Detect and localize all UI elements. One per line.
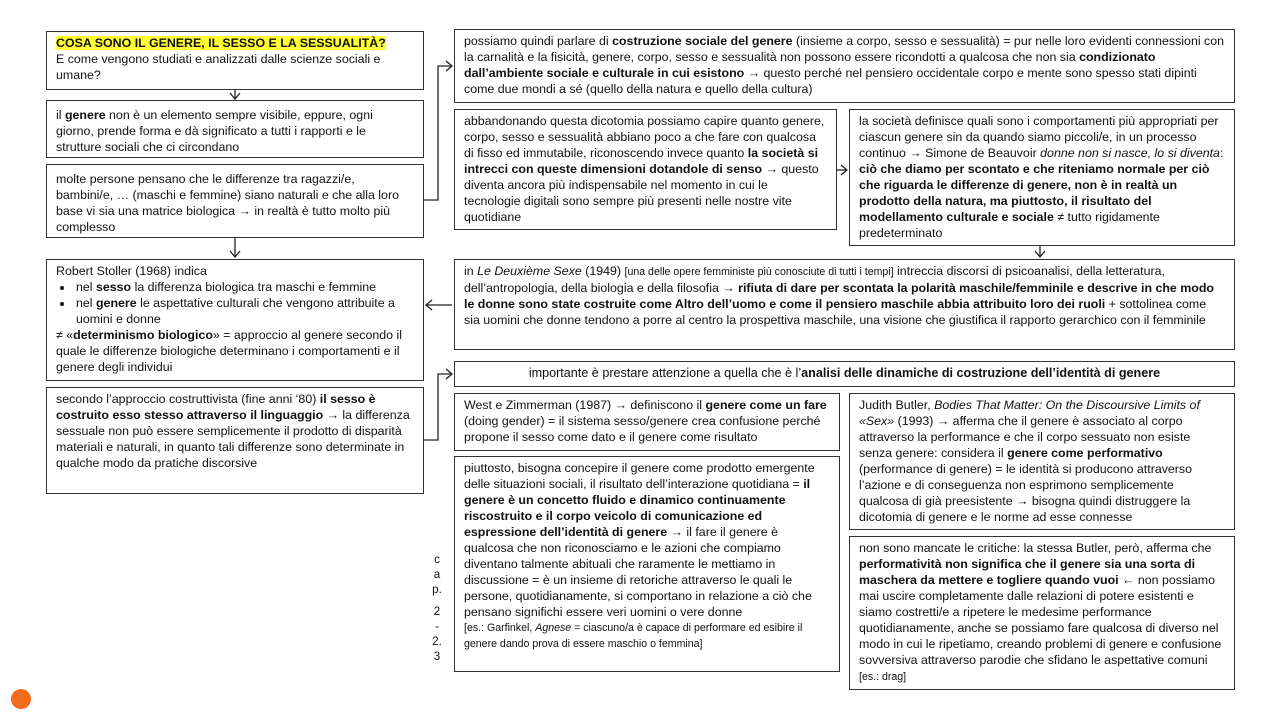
- text-run: genere: [64, 108, 106, 122]
- text-run: la società si intrecci con queste dimensioni dotandole di senso: [464, 146, 822, 176]
- box-note-garfinkel: [464, 620, 830, 651]
- text-run: [es.: Garfinkel,: [464, 622, 536, 634]
- box-text: [859, 113, 1225, 241]
- box-text: [56, 35, 414, 83]
- text-run: piuttosto, bisogna concepire il genere come prodotto emergente delle situazioni sociali, il risultato dell’interazione quotidiana =: [464, 461, 819, 491]
- text-run: determinismo biologico: [73, 328, 213, 342]
- arrowhead-b3-b6: [446, 61, 452, 71]
- box-dicotomia: [454, 109, 837, 230]
- text-run: rifiuta di dare per scontata la polarità maschile/femminile e descrive in che modo le donne sono state costruite come Altro dell’uomo e come il pensiero maschile abbia attribuito loro dei ruoli: [464, 281, 1218, 311]
- text-run: nel: [76, 280, 96, 294]
- text-run: West e Zimmerman (1987) → definiscono il: [464, 398, 706, 412]
- text-run: il genere è un concetto fluido e dinamico continuamente riscostruito e il corpo veicolo di comunicazione ed espressione dell’identità di genere: [464, 477, 814, 539]
- box-text: [56, 391, 414, 471]
- text-run: E come vengono studiati e analizzati dalle scienze sociali e umane?: [56, 52, 381, 82]
- text-run: possiamo quindi parlare di: [464, 34, 613, 48]
- text-run: molte persone pensano che le differenze tra ragazzi/e, bambini/e, … (maschi e femmine) siano naturali e che alla loro base vi sia una matrice biologica → in realtà è tutto molto più complesso: [56, 172, 403, 234]
- text-run: [es.: drag]: [859, 671, 907, 683]
- box-genere-prodotto: [454, 456, 840, 672]
- chapter-ref-char: p.: [432, 583, 442, 597]
- text-run: Bodies That Matter: On the Discoursive Limits of «Sex»: [859, 398, 1204, 428]
- text-run: condizionato dall’ambiente sociale e culturale in cui esistono: [464, 50, 1159, 80]
- box-text: [464, 460, 830, 620]
- box-critiche: [849, 536, 1235, 690]
- stoller-bullets: [56, 279, 414, 327]
- text-run: Le Deuxième Sexe: [477, 264, 582, 278]
- text-run: ≠ «: [56, 328, 74, 342]
- text-run: (insieme a corpo, sesso e sessualità) = pur nelle loro evidenti connessioni con la carnalità e la fisicità, genere, corpo, sesso e sessualità non possono essere ricondotti a qualcosa che non sia: [464, 34, 1228, 64]
- arrowhead-b1-b2: [230, 93, 240, 99]
- stoller-intro: [56, 263, 414, 279]
- text-run: :: [1219, 146, 1227, 160]
- box-differenze-naturali: [46, 164, 424, 238]
- text-run: → questo perché nel pensiero occidentale corpo e mente sono spesso stati dipinti come due mondi a sé (quello della natura e quello della cultura): [464, 66, 1201, 96]
- arrow-b3-b6: [424, 66, 452, 200]
- text-run: → la differenza sessuale non può essere semplicemente il prodotto di disparità materiali e naturali, in quanto tali differenze sono determinate in qualche modo da pratiche discorsive: [56, 408, 414, 470]
- arrowhead-b7-b8: [841, 165, 847, 175]
- text-run: intreccia discorsi di psicoanalisi, della letteratura, dell’antropologia, della biologia e della filosofia →: [464, 264, 1169, 295]
- text-run: ≠ tutto rigidamente predeterminato: [859, 210, 1164, 240]
- text-run: il: [56, 108, 65, 122]
- chapter-ref-char: a: [433, 568, 441, 582]
- box-text: [859, 397, 1225, 525]
- chapter-reference: [430, 552, 444, 664]
- arrow-b5-b13: [424, 374, 452, 440]
- box-stoller: [46, 259, 424, 381]
- box-text: [464, 113, 827, 225]
- text-run: la società definisce quali sono i comportamenti più appropriati per ciascun genere sin da quando siamo piccoli/e, in un processo continuo → Simone de Beauvoir: [859, 114, 1222, 160]
- text-run: performatività non significa che il genere sia una sorta di maschera da mettere e togliere quando vuoi: [859, 557, 1199, 587]
- text-run: genere: [95, 296, 137, 310]
- box-beauvoir: [849, 109, 1235, 246]
- text-run: abbandonando questa dicotomia possiamo capire quanto genere, corpo, sesso e sessualità abbiano poco a che fare con qualcosa di fisso ed immutabile, riconoscendo invece quanto: [464, 114, 828, 160]
- box-genere-visibile: [46, 100, 424, 158]
- text-run: il sesso è costruito esso stesso attraverso il linguaggio: [56, 392, 380, 422]
- text-run: » = approccio al genere secondo il quale le differenze biologiche determinano i comportamenti e il genere degli individui: [56, 328, 406, 374]
- box-deuxieme-sexe: [454, 259, 1235, 350]
- text-run: importante è prestare attenzione a quella che è l’: [528, 366, 802, 380]
- box-west-zimmerman: [454, 393, 840, 451]
- text-run: costruzione sociale del genere: [612, 34, 793, 48]
- box-text: [56, 168, 414, 235]
- arrowhead-b8-b9: [1035, 251, 1045, 257]
- text-run: (1949): [581, 264, 625, 278]
- text-run: non è un elemento sempre visibile, eppure, ogni giorno, prende forma e dà significato a tutti i rapporti e le strutture sociali che ci circondano: [56, 108, 377, 154]
- text-run: analisi delle dinamiche di costruzione dell’identità di genere: [801, 366, 1161, 380]
- box-title-question: [46, 31, 424, 90]
- stoller-outro: [56, 327, 414, 375]
- text-run: in: [464, 264, 478, 278]
- arrowhead-b3-b4: [230, 251, 240, 257]
- text-run: ← non possiamo mai uscire completamente dalle relazioni di potere esistenti e siamo costretti/e a ripetere le medesime performance quotidianamente, anche se possiamo fare qualcosa di diverso nel modo in cui le ripetiamo, creando problemi di genere e confusione sovversiva attraverso parodie che sfidano le aspettative comuni: [859, 573, 1225, 667]
- text-run: (doing gender) = il sistema sesso/genere crea confusione perché propone il sesso come dato e il genere come risultato: [464, 398, 831, 444]
- text-run: ciò che diamo per scontato e che riteniamo normale per ciò che riguarda le differenze di genere, non è in realtà un prodotto della natura, ma piuttosto, il risultato del modellamento culturale e sociale: [859, 162, 1213, 224]
- text-run: non sono mancate le critiche: la stessa Butler, però, afferma che: [859, 541, 1215, 555]
- chapter-ref-char: c: [434, 553, 440, 566]
- stoller-bullet-genere: [74, 295, 414, 327]
- chapter-ref-char: 2.: [432, 635, 442, 649]
- text-run: secondo l’approccio costruttivista (fine anni ‘80): [56, 392, 320, 406]
- box-text: [464, 365, 1225, 381]
- slide-accent-dot: [11, 689, 31, 709]
- chapter-ref-char: -: [435, 619, 439, 633]
- text-run: genere come performativo: [1007, 446, 1163, 460]
- box-costruttivista: [46, 387, 424, 494]
- text-run: [una delle opere femministe più conosciute di tutti i tempi]: [624, 266, 894, 278]
- box-costruzione-sociale: [454, 29, 1235, 103]
- text-run: + sottolinea come sia uomini che donne tendono a porre al centro la prospettiva maschile, una visione che giustifica il rapporto gerarchico con il femminile: [464, 297, 1210, 327]
- text-run: → il fare il genere è qualcosa che non riconosciamo e le azioni che compiamo diventano talmente abituali che raramente le mettiamo in discussione = è un insieme di retoriche attraverso le quali le persone, quotidianamente, si comportano in relazione a ciò che pensano significhi essere veri uomini o vere donne: [464, 525, 816, 619]
- text-run: le aspettative culturali che vengono attribuite a uomini e donne: [76, 296, 399, 326]
- chapter-ref-char: 3: [433, 650, 441, 664]
- text-run: genere come un fare: [705, 398, 827, 412]
- text-run: la differenza biologica tra maschi e femmine: [131, 280, 377, 294]
- text-run: nel: [76, 296, 96, 310]
- box-text: [464, 263, 1225, 328]
- text-run: sesso: [95, 280, 132, 294]
- box-analisi-dinamiche: [454, 361, 1235, 387]
- text-run: donne non si nasce, lo si diventa: [1040, 146, 1220, 160]
- box-text: [859, 540, 1225, 685]
- arrowhead-b9-b4: [426, 300, 432, 310]
- text-run: (1993) → afferma che il genere è associato al corpo attraverso la performance e che il corpo sessuato non esiste senza genere: considera il: [859, 414, 1194, 460]
- chapter-ref-char: 2: [433, 604, 441, 618]
- text-run: COSA SONO IL GENERE, IL SESSO E LA SESSUALITÀ?: [56, 36, 386, 50]
- text-run: Judith Butler,: [859, 398, 935, 412]
- text-run: → questo diventa ancora più indispensabile nel momento in cui le tecnologie digitali sono sempre più presenti nelle nostre vite quotidiane: [464, 162, 823, 224]
- box-text: [464, 397, 830, 445]
- text-run: = ciascuno/a è capace di performare ed esibire il genere dando prova di essere maschio o femmina]: [464, 622, 806, 650]
- text-run: (performance di genere) = le identità si producono attraverso l’azione e di conseguenza non esprimono semplicemente qualcosa di già preesistente → bisogna quindi distruggere la dicotomia di genere e le norme ad esse connesse: [859, 446, 1196, 524]
- box-text: [56, 107, 414, 155]
- arrowhead-b5-b13: [446, 369, 452, 379]
- text-run: Robert Stoller (1968) indica: [56, 264, 207, 278]
- box-butler: [849, 393, 1235, 530]
- stoller-bullet-sesso: [74, 279, 414, 295]
- box-text: [464, 33, 1228, 97]
- text-run: Agnese: [535, 622, 572, 634]
